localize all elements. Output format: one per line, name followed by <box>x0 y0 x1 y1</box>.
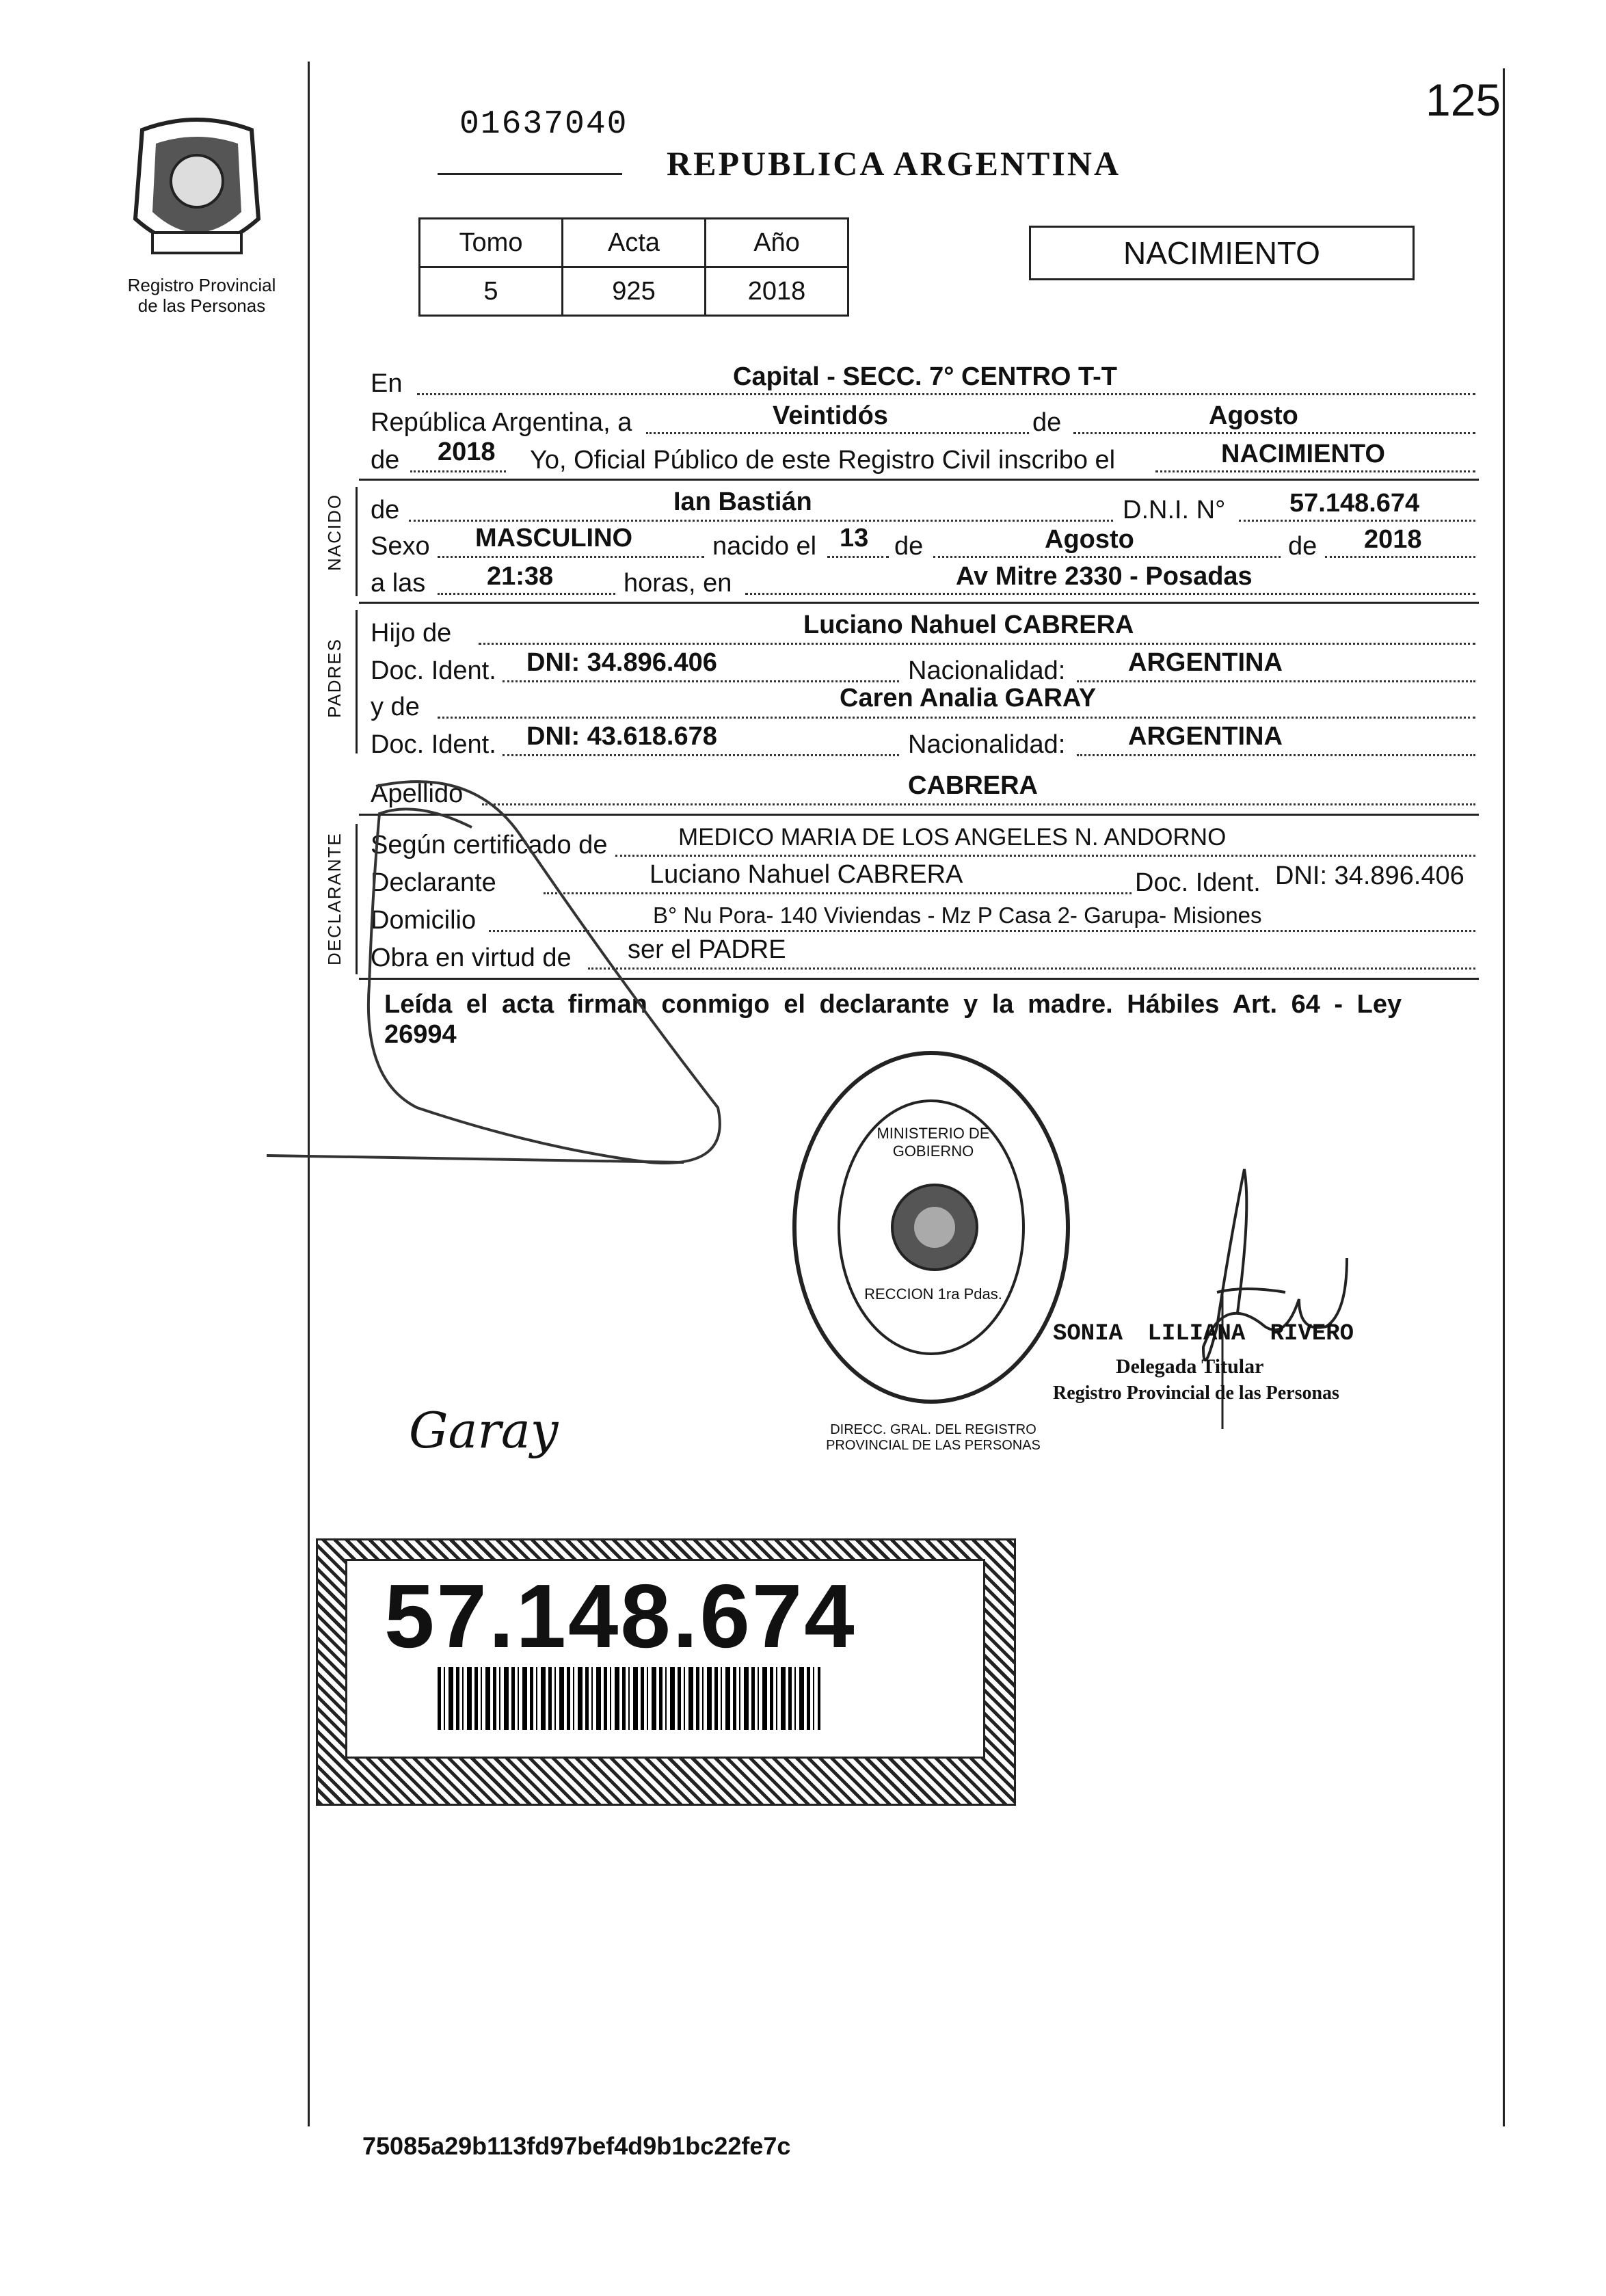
baby-dni: 57.148.674 <box>1289 489 1420 518</box>
intro-day: Veintidós <box>773 401 888 430</box>
birth-time: 21:38 <box>487 562 554 591</box>
closing-text-line2: 26994 <box>384 1020 457 1049</box>
right-margin-line <box>1503 68 1505 2126</box>
en-label: En <box>371 369 403 398</box>
domicilio-label: Domicilio <box>371 906 477 935</box>
stamp-outer-text: DIRECC. GRAL. DEL REGISTRO PROVINCIAL DE LAS PERSONAS <box>826 1422 1041 1453</box>
mother-doc: DNI: 43.618.678 <box>526 722 717 751</box>
anio-header: Año <box>706 219 848 267</box>
horas-label: horas, en <box>624 569 732 598</box>
signer-name: SONIA LILIANA RIVERO <box>1053 1321 1354 1347</box>
mother-nat-label: Nacionalidad: <box>908 730 1066 759</box>
anio-value: 2018 <box>706 267 848 316</box>
apellido-value: CABRERA <box>908 771 1038 800</box>
handwritten-signature: Garay <box>409 1402 559 1459</box>
intro-month: Agosto <box>1209 401 1298 430</box>
header-title: REPUBLICA ARGENTINA <box>667 144 1121 183</box>
mother-name: Caren Analia GARAY <box>840 684 1097 712</box>
dni-barcode <box>438 1667 820 1730</box>
mother-doc-label: Doc. Ident. <box>371 730 496 759</box>
record-type: NACIMIENTO <box>1123 235 1320 271</box>
registry-logo <box>122 116 272 273</box>
yde-label: y de <box>371 693 420 721</box>
baby-sexo: MASCULINO <box>475 524 633 552</box>
intro-de-label: de <box>1032 408 1062 437</box>
dni-label: D.N.I. N° <box>1123 496 1226 524</box>
serial-number: 01637040 <box>459 106 628 143</box>
a-las-label: a las <box>371 569 426 598</box>
mother-nat: ARGENTINA <box>1128 722 1283 751</box>
birth-de3-label: de <box>1288 532 1317 561</box>
intro-year: 2018 <box>438 438 496 466</box>
acta-header: Acta <box>563 219 706 267</box>
sexo-label: Sexo <box>371 532 430 561</box>
declarante-label: Declarante <box>371 868 496 897</box>
ink-oval <box>267 725 745 1203</box>
certificado-value: MEDICO MARIA DE LOS ANGELES N. ANDORNO <box>678 824 1227 851</box>
acta-value: 925 <box>563 267 706 316</box>
father-nat-label: Nacionalidad: <box>908 656 1066 685</box>
declarante-name: Luciano Nahuel CABRERA <box>650 860 963 889</box>
record-table <box>418 217 849 317</box>
stamp-inner-text: MINISTERIO DE GOBIERNO <box>876 1125 990 1160</box>
obra-value: ser el PADRE <box>628 935 786 964</box>
nacido-section-label: NACIDO <box>324 493 345 571</box>
segun-label: Según certificado de <box>371 831 608 859</box>
tomo-value: 5 <box>420 267 563 316</box>
nacido-el-label: nacido el <box>712 532 817 561</box>
republica-label: República Argentina, a <box>371 408 632 437</box>
domicilio-value: B° Nu Pora- 140 Viviendas - Mz P Casa 2- Garupa- Misiones <box>653 903 1262 928</box>
page-number: 125 <box>1426 75 1501 125</box>
closing-text-line1: Leída el acta firman conmigo el declarante y la madre. Hábiles Art. 64 - Ley <box>384 990 1402 1019</box>
document-hash: 75085a29b113fd97bef4d9b1bc22fe7c <box>362 2132 791 2160</box>
official-stamp <box>788 1046 1075 1409</box>
dni-label-number: 57.148.674 <box>384 1566 857 1666</box>
nacido-de-label: de <box>371 496 400 524</box>
serial-underline <box>438 173 622 175</box>
birth-de-label: de <box>894 532 924 561</box>
registry-name: Registro Provincial de las Personas <box>127 275 276 316</box>
oficial-text: Yo, Oficial Público de este Registro Civil inscribo el <box>530 446 1116 475</box>
apellido-label: Apellido <box>371 779 464 808</box>
tomo-header: Tomo <box>420 219 563 267</box>
father-nat: ARGENTINA <box>1128 648 1283 677</box>
baby-name: Ian Bastián <box>673 488 812 516</box>
intro-de2-label: de <box>371 446 400 475</box>
intro-place: Capital - SECC. 7° CENTRO T-T <box>733 362 1118 391</box>
signer-org: Registro Provincial de las Personas <box>1053 1383 1339 1404</box>
father-name: Luciano Nahuel CABRERA <box>803 611 1134 639</box>
birth-place: Av Mitre 2330 - Posadas <box>956 562 1253 591</box>
declarante-doc-label: Doc. Ident. <box>1135 868 1261 897</box>
obra-label: Obra en virtud de <box>371 944 572 972</box>
signer-role: Delegada Titular <box>1116 1355 1264 1378</box>
birth-year: 2018 <box>1364 525 1422 554</box>
birth-day: 13 <box>840 524 869 552</box>
padres-section-label: PADRES <box>324 638 345 718</box>
hijo-label: Hijo de <box>371 619 452 648</box>
intro-event: NACIMIENTO <box>1221 440 1385 468</box>
stamp-bottom-text: RECCION 1ra Pdas. <box>864 1285 1002 1303</box>
record-type-box <box>1029 226 1415 280</box>
declarante-doc: DNI: 34.896.406 <box>1275 862 1464 890</box>
birth-month: Agosto <box>1045 525 1134 554</box>
father-doc: DNI: 34.896.406 <box>526 648 717 677</box>
father-doc-label: Doc. Ident. <box>371 656 496 685</box>
declarante-section-label: DECLARANTE <box>324 832 345 965</box>
